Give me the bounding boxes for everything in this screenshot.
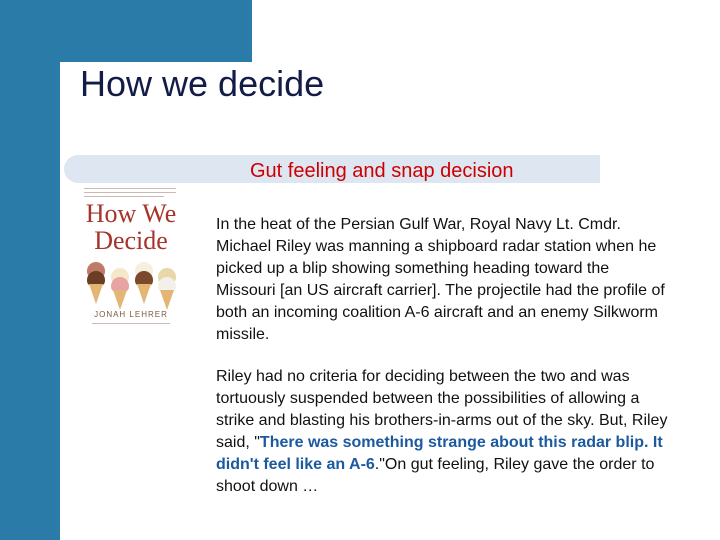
paragraph-2-ending: ."On gut feeling, Riley gave the order to shoot down … xyxy=(216,456,655,495)
left-accent-band xyxy=(0,0,60,540)
slide-title: How we decide xyxy=(80,63,325,104)
cover-blurb-line xyxy=(84,192,176,193)
riley-quote: There was something strange about this radar blip. It didn't feel like an A-6 xyxy=(216,434,663,473)
book-cover-image xyxy=(78,186,184,332)
cover-author: JONAH LEHRER xyxy=(94,310,168,319)
paragraph-2 xyxy=(216,366,672,498)
top-accent-band xyxy=(0,0,252,62)
cover-title-line2: Decide xyxy=(94,226,168,255)
cover-blurb-line xyxy=(92,323,170,324)
paragraph-1: In the heat of the Persian Gulf War, Royal Navy Lt. Cmdr. Michael Riley was manning a shipboard radar station when he picked up a blip showing something heading toward the Missouri [an US aircraft carrier]. The projectile had the profile of both an incoming coalition A-6 aircraft and an enemy Silkworm missile. xyxy=(216,216,665,343)
slide-subtitle: Gut feeling and snap decision xyxy=(250,160,514,182)
paragraph-2-text: Riley had no criteria for deciding between the two and was tortuously suspended between the possibilities of allowing a strike and blasting his brothers-in-arms out of the sky. But, Riley said, " xyxy=(216,368,668,451)
cover-blurb-line xyxy=(84,196,164,197)
cover-blurb-line xyxy=(84,188,176,189)
cover-title-line1: How We xyxy=(85,199,177,228)
